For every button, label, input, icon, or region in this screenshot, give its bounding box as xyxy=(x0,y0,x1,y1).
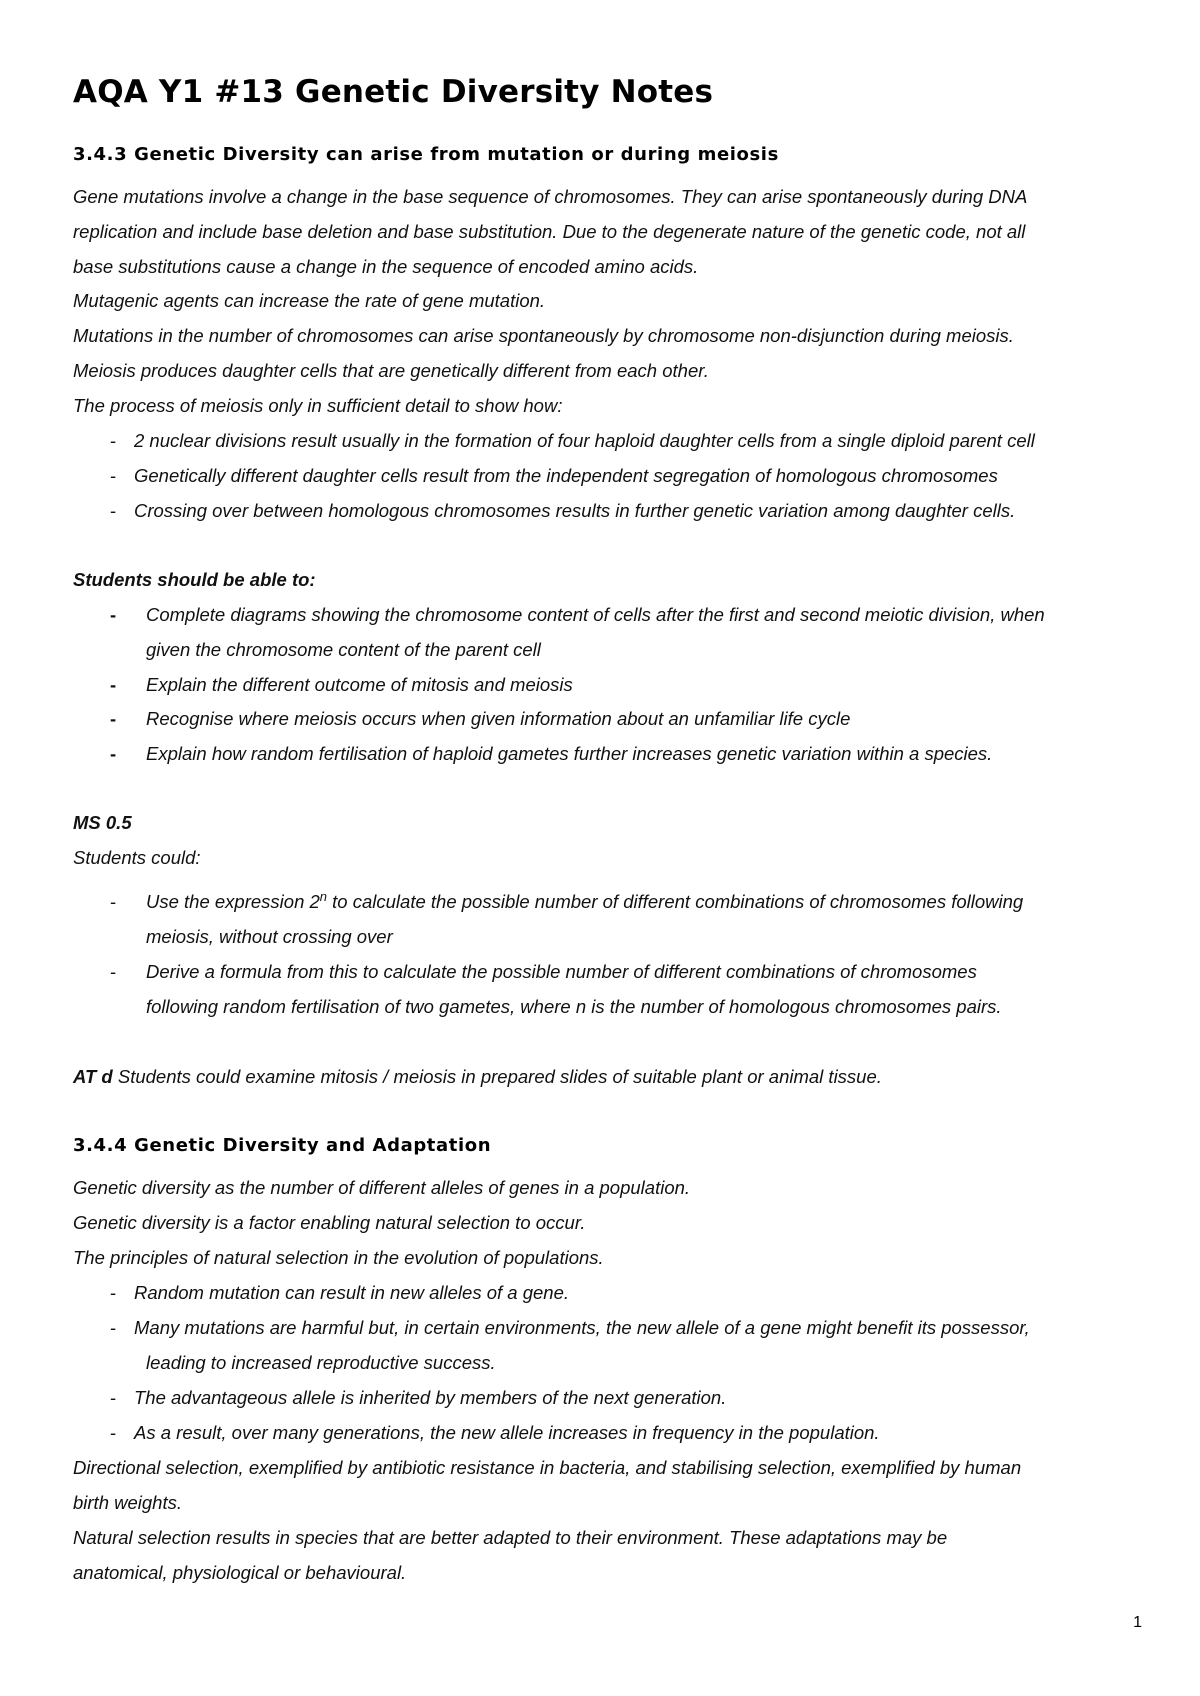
paragraph-line: The process of meiosis only in sufficient detail to show how: xyxy=(73,395,563,416)
list-item-continuation: given the chromosome content of the parent cell xyxy=(146,639,541,660)
page-number: 1 xyxy=(1133,1614,1142,1631)
bullet-dash: - xyxy=(110,961,117,982)
paragraph-line: Genetic diversity as the number of different alleles of genes in a population. xyxy=(73,1177,691,1198)
list-item: As a result, over many generations, the new allele increases in frequency in the population. xyxy=(134,1422,880,1443)
ms-intro: Students could: xyxy=(73,847,201,868)
bullet-dash: - xyxy=(110,1317,117,1338)
list-item: Random mutation can result in new alleles of a gene. xyxy=(134,1282,570,1303)
exponent: n xyxy=(319,889,328,904)
list-item: Derive a formula from this to calculate the possible number of different combinations of chromosomes xyxy=(146,961,977,982)
bullet-dash: - xyxy=(110,674,117,695)
at-text: Students could examine mitosis / meiosis in prepared slides of suitable plant or animal tissue. xyxy=(112,1066,882,1087)
section-heading-3-4-3: 3.4.3 Genetic Diversity can arise from mutation or during meiosis xyxy=(73,144,779,165)
expression-text: Use the expression 2 xyxy=(146,891,320,912)
paragraph-line: Meiosis produces daughter cells that are genetically different from each other. xyxy=(73,360,709,381)
at-label: AT d xyxy=(73,1066,113,1087)
list-item: Many mutations are harmful but, in certain environments, the new allele of a gene might benefit its possessor, xyxy=(134,1317,1030,1338)
at-line xyxy=(73,1065,882,1089)
expression-text-tail: to calculate the possible number of different combinations of chromosomes following xyxy=(327,891,1024,912)
paragraph-line: replication and include base deletion and base substitution. Due to the degenerate nature of the genetic code, not all xyxy=(73,221,1026,242)
bullet-dash: - xyxy=(110,465,117,486)
list-item-continuation: meiosis, without crossing over xyxy=(146,926,393,947)
list-item: 2 nuclear divisions result usually in the formation of four haploid daughter cells from a single diploid parent cell xyxy=(134,430,1035,451)
bullet-dash: - xyxy=(110,708,117,729)
bullet-dash: - xyxy=(110,1422,117,1443)
section-heading-3-4-4: 3.4.4 Genetic Diversity and Adaptation xyxy=(73,1135,492,1156)
list-item: Explain the different outcome of mitosis and meiosis xyxy=(146,674,573,695)
students-heading: Students should be able to: xyxy=(73,569,316,590)
paragraph-line: Genetic diversity is a factor enabling natural selection to occur. xyxy=(73,1212,586,1233)
list-item: Explain how random fertilisation of haploid gametes further increases genetic variation within a species. xyxy=(146,743,993,764)
bullet-dash: - xyxy=(110,604,117,625)
bullet-dash: - xyxy=(110,743,117,764)
list-item-continuation: leading to increased reproductive success. xyxy=(146,1352,496,1373)
list-item xyxy=(146,890,1023,914)
list-item: Complete diagrams showing the chromosome content of cells after the first and second meiotic division, when xyxy=(146,604,1045,625)
paragraph-line: birth weights. xyxy=(73,1492,182,1513)
paragraph-line: Directional selection, exemplified by antibiotic resistance in bacteria, and stabilising selection, exemplified by human xyxy=(73,1457,1022,1478)
bullet-dash: - xyxy=(110,1282,117,1303)
list-item: Crossing over between homologous chromosomes results in further genetic variation among daughter cells. xyxy=(134,500,1016,521)
paragraph-line: Mutations in the number of chromosomes can arise spontaneously by chromosome non-disjunction during meiosis. xyxy=(73,325,1014,346)
bullet-dash: - xyxy=(110,500,117,521)
bullet-dash: - xyxy=(110,891,117,912)
list-item-continuation: following random fertilisation of two gametes, where n is the number of homologous chromosomes pairs. xyxy=(146,996,1002,1017)
list-item: Genetically different daughter cells result from the independent segregation of homologous chromosomes xyxy=(134,465,998,486)
paragraph-line: Natural selection results in species that are better adapted to their environment. These adaptations may be xyxy=(73,1527,948,1548)
paragraph-line: The principles of natural selection in the evolution of populations. xyxy=(73,1247,604,1268)
list-item: The advantageous allele is inherited by members of the next generation. xyxy=(134,1387,727,1408)
ms-heading: MS 0.5 xyxy=(73,812,132,833)
paragraph-line: anatomical, physiological or behavioural. xyxy=(73,1562,407,1583)
document-title: AQA Y1 #13 Genetic Diversity Notes xyxy=(73,74,714,110)
list-item: Recognise where meiosis occurs when given information about an unfamiliar life cycle xyxy=(146,708,851,729)
bullet-dash: - xyxy=(110,1387,117,1408)
paragraph-line: Mutagenic agents can increase the rate of gene mutation. xyxy=(73,290,546,311)
paragraph-line: base substitutions cause a change in the sequence of encoded amino acids. xyxy=(73,256,699,277)
bullet-dash: - xyxy=(110,430,117,451)
paragraph-line: Gene mutations involve a change in the base sequence of chromosomes. They can arise spontaneously during DNA xyxy=(73,186,1028,207)
